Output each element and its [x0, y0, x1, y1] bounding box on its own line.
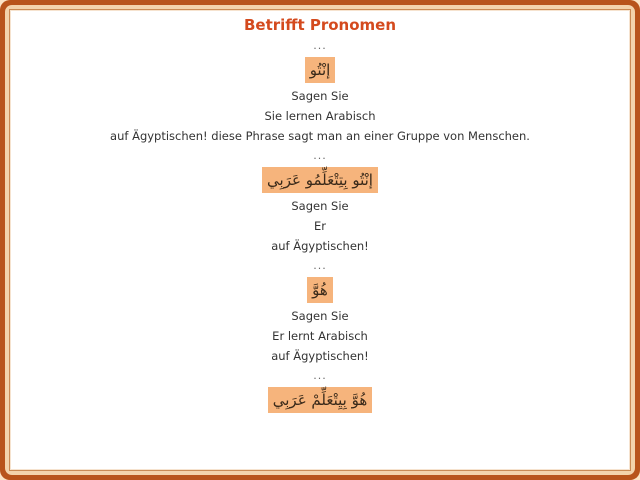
arabic-phrase: إنْتُو — [305, 57, 336, 83]
separator-dots: ... — [313, 259, 327, 272]
translation-text: Er lernt Arabisch — [272, 329, 368, 343]
instruction-text: Sagen Sie — [291, 199, 349, 213]
translation-text: Er — [314, 219, 326, 233]
explanation-text: auf Ägyptischen! — [271, 349, 369, 363]
translation-text: Sie lernen Arabisch — [264, 109, 376, 123]
arabic-phrase: هُوَّ — [307, 277, 333, 303]
separator-dots: ... — [313, 149, 327, 162]
arabic-phrase: إنْتُو بِتِتْعَلِّمُو عَرَبِي — [262, 167, 378, 193]
separator-dots: ... — [313, 39, 327, 52]
lesson-title: Betrifft Pronomen — [243, 16, 397, 34]
explanation-text: auf Ägyptischen! diese Phrase sagt man an einer Gruppe von Menschen. — [110, 129, 530, 143]
separator-dots: ... — [313, 369, 327, 382]
arabic-phrase: هُوَّ بِيِتْعَلِّمْ عَرَبِي — [268, 387, 373, 413]
lesson-panel — [9, 9, 631, 471]
lesson-content — [10, 14, 630, 416]
instruction-text: Sagen Sie — [291, 309, 349, 323]
explanation-text: auf Ägyptischen! — [271, 239, 369, 253]
frame-inner-border — [5, 5, 635, 475]
instruction-text: Sagen Sie — [291, 89, 349, 103]
